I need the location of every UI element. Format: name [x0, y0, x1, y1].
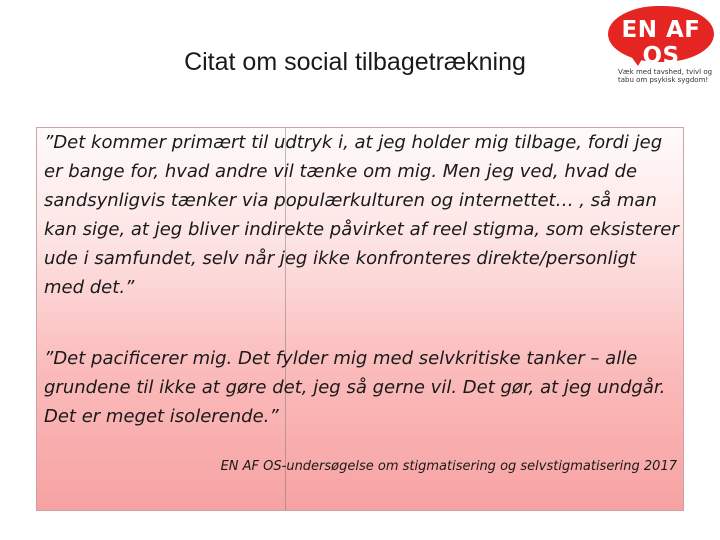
quote-text: ”Det kommer primært til udtryk i, at jeg holder mig tilbage, fordi jeg er bange for, hvad andre vil tænke om mig. Men jeg ved, hvad de sandsynligvis tænker via populærkulturen og internettet… , så man kan sige, at jeg bliver indirekte påvirket af reel stigma, som eksisterer ude i samfundet, selv når jeg ikke konfronteres direkte/personligt med det.”: [44, 132, 679, 298]
en-af-os-logo: [606, 4, 716, 100]
quote-text: ”Det pacificerer mig. Det fylder mig med selvkritiske tanker – alle grundene til ikke at gøre det, jeg så gerne vil. Det gør, at jeg undgår. Det er meget isolerende.”: [44, 348, 666, 427]
logo-text: EN AF OS: [621, 17, 701, 69]
quote-source: EN AF OS-undersøgelse om stigmatisering og selvstigmatisering 2017: [220, 459, 677, 474]
slide-title: Citat om social tilbagetrækning: [184, 48, 526, 76]
logo-tagline: Væk med tavshed, tvivl og tabu om psykisk sygdom!: [618, 68, 713, 84]
quote-box: [36, 127, 684, 511]
